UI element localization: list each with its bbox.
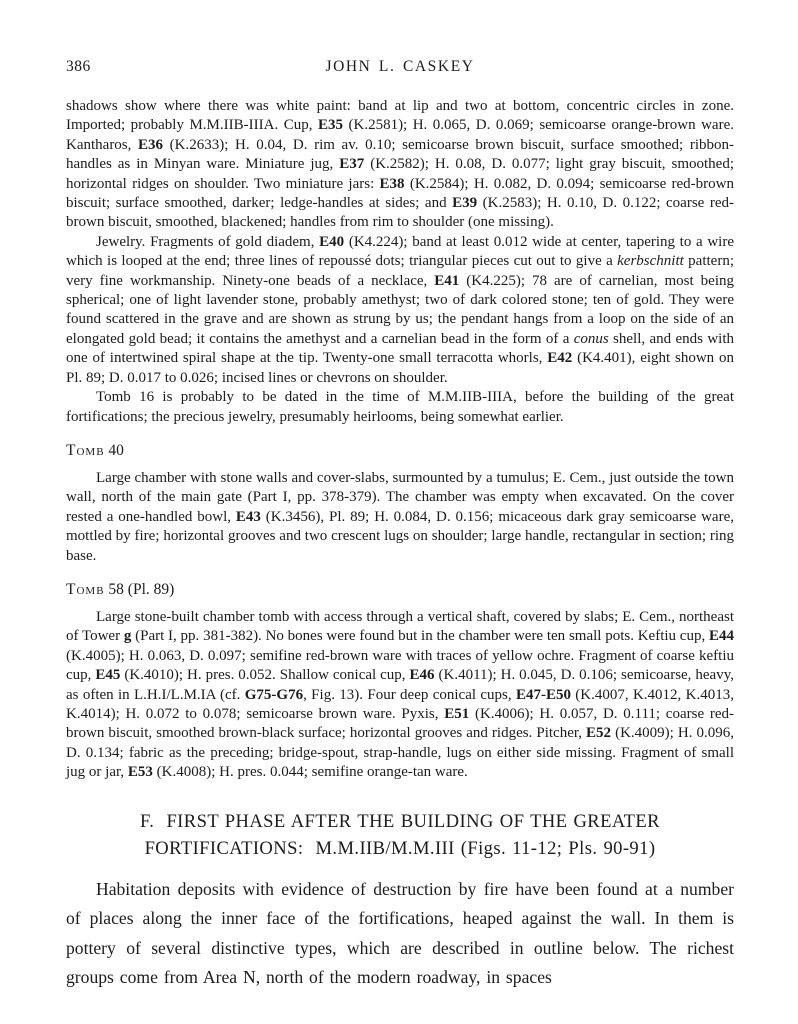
heading-tomb-58-number: 58 (Pl. 89) — [104, 580, 175, 598]
paragraph-tomb-58: Large stone-built chamber tomb with access through a vertical shaft, covered by slabs; E. Cem., northeast of Tower g (Part I, pp. 381-382). No bones were found but in the chamber were ten small pots. Keftiu cup, E44 (K.4005); H. 0.063, D. 0.097; semifine red-brown ware with traces of yellow ochre. Fragment of coarse keftiu cup, E45 (K.4010); H. pres. 0.052. Shallow conical cup, E46 (K.4011); H. 0.045, D. 0.106; semicoarse, heavy, as often in L.H.I/L.M.IA (cf. G75-G76, Fig. 13). Four deep conical cups, E47-E50 (K.4007, K.4012, K.4013, K.4014); H. 0.072 to 0.078; semicoarse brown ware. Pyxis, E51 (K.4006); H. 0.057, D. 0.111; coarse red-brown biscuit, smoothed brown-black surface; horizontal grooves and ridges. Pitcher, E52 (K.4009); H. 0.096, D. 0.134; fabric as the preceding; bridge-spout, strap-handle, lugs on either side missing. Fragment of small jug or jar, E53 (K.4008); H. pres. 0.044; semifine orange-tan ware. — [66, 608, 734, 781]
page-number: 386 — [66, 58, 91, 75]
heading-tomb-58 — [66, 580, 734, 599]
running-title: JOHN L. CASKEY — [325, 58, 475, 75]
paragraph-tomb-40: Large chamber with stone walls and cover-slabs, surmounted by a tumulus; E. Cem., just outside the town wall, north of the main gate (Part I, pp. 378-379). The chamber was empty when excavated. On the cover rested a one-handled bowl, E43 (K.3456), Pl. 89; H. 0.084, D. 0.156; micaceous dark gray semicoarse ware, mottled by fire; horizontal grooves and two crescent lugs on shoulder; large handle, rectangular in section; ring base. — [66, 469, 734, 564]
paragraph-section-f: Habitation deposits with evidence of destruction by fire have been found at a number of places along the inner face of the fortifications, heaped against the wall. In them is pottery of several distinctive types, which are described in outline below. The richest groups come from Area N, north of the modern roadway, in spaces — [66, 878, 734, 988]
heading-tomb-40-smallcaps: Tomb — [66, 441, 105, 459]
heading-tomb-40 — [66, 441, 734, 460]
heading-section-f — [66, 808, 734, 863]
running-header — [66, 57, 734, 76]
heading-section-f-line1: F. FIRST PHASE AFTER THE BUILDING OF THE GREATER — [140, 810, 660, 832]
heading-section-f-line2: FORTIFICATIONS: M.M.IIB/M.M.III (Figs. 11-12; Pls. 90-91) — [144, 838, 656, 860]
paragraph-tomb16-dating: Tomb 16 is probably to be dated in the time of M.M.IIB-IIIA, before the building of the great fortifications; the precious jewelry, presumably heirlooms, being somewhat earlier. — [66, 389, 734, 425]
paragraph-jewelry: Jewelry. Fragments of gold diadem, E40 (K4.224); band at least 0.012 wide at center, tapering to a wire which is looped at the end; three lines of repoussé dots; triangular pieces cut out to give a kerbschnitt pattern; very fine workmanship. Ninety-one beads of a necklace, E41 (K4.225); 78 are of carnelian, most being spherical; one of light lavender stone, probably amethyst; two of dark colored stone; ten of gold. They were found scattered in the grave and are shown as strung by us; the pendant hangs from a loop on the side of an elongated gold bead; it contains the amethyst and a carnelian bead in the form of a conus shell, and ends with one of intertwined spiral shape at the tip. Twenty-one small terracotta whorls, E42 (K4.401), eight shown on Pl. 89; D. 0.017 to 0.026; incised lines or chevrons on shoulder. — [66, 233, 734, 386]
heading-tomb-58-smallcaps: Tomb — [66, 580, 105, 598]
paragraph-pottery-continuation: shadows show where there was white paint: band at lip and two at bottom, concentric circles in zone. Imported; probably M.M.IIB-IIIA. Cup, E35 (K.2581); H. 0.065, D. 0.069; semicoarse orange-brown ware. Kantharos, E36 (K.2633); H. 0.04, D. rim av. 0.10; semicoarse brown biscuit, surface smoothed; ribbon-handles as in Minyan ware. Miniature jug, E37 (K.2582); H. 0.08, D. 0.077; light gray biscuit, smoothed; horizontal ridges on shoulder. Two miniature jars: E38 (K.2584); H. 0.082, D. 0.094; semicoarse red-brown biscuit; surface smoothed, darker; ledge-handles at sides; and E39 (K.2583); H. 0.10, D. 0.122; coarse red-brown biscuit, smoothed, blackened; handles from rim to shoulder (one missing). — [66, 98, 734, 231]
heading-tomb-40-number: 40 — [104, 441, 124, 459]
